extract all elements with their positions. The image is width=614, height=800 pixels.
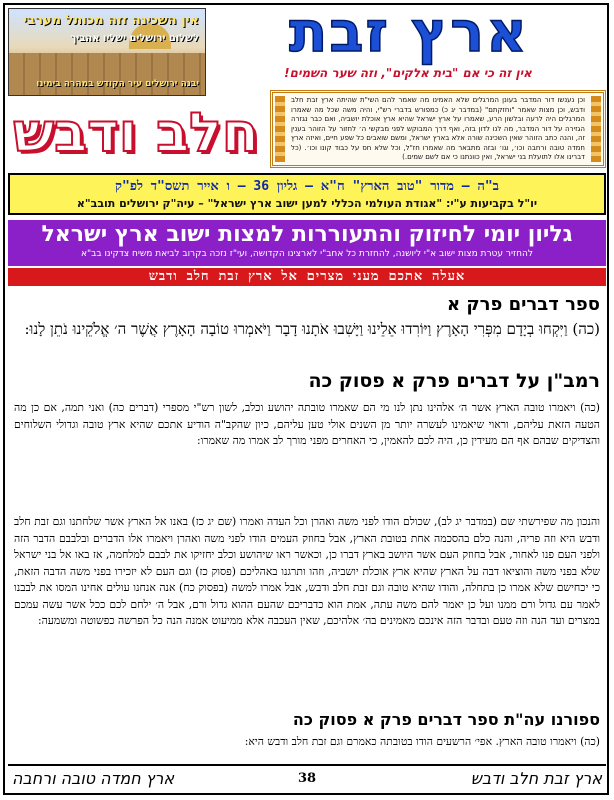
photo-caption-3: יבנה ירושלים עיר הקודש במהרה בימינו <box>36 79 199 89</box>
ramban-paragraph-2: והנכון מה שפירשתי שם (במדבר יג לב), שכולם הודו לפני משה ואהרן וכל העדה ואמרו (שם יג כז) באנו אל הארץ אשר שלחתנו וגם זבת חלב ודבש היא וזה פריה, והנה כלם בהסכמה אחת בטובת הארץ, אבל בחוזק העמים הודו לפני משה ואהרן ויאמרו אלו הדברים ובלבבם הדבר הזה ולפני העם פנו לאחור, אבל בחוזק העם אשר היושב בארץ דברו כן, וכאשר ראו שיהושע וכלב יחזיקו את לבבם למלחמה, אז באו אל בני ישראל שלא בפני משה והוציאו דבה על הארץ שהיא ארץ אוכלת יושביה, וזהו ותרגנו באהליכם (פסוק כז) וגם העם לא יזכירו בפני משה הדבה הזאת, כי יכחישם שלא אמרו כן בתחלה, והודו שהיא טובה וגם זבת חלב ודבש, אבל אמרו למשה (בפסוק כח) אנה אנחנו עולים אחינו המסו את לבבנו לאמר עם גדול ורם ממנו ועל כן יאמר להם משה עתה, אמת הוא כדבריכם שהעם ההוא גדול ורם, אבל ה׳ ילחם לכם ככל אשר עשה עמכם במצרים ועד הנה וזה טעם ובדבר הזה אינכם מאמינים בה׳ אלהיכם, שאין העכבה אלא ממיעוט אמנה הנה כל הפרשה כפשוטה ומשמעה: <box>14 515 600 627</box>
footer-left-text: ארץ חמדה טובה ורחבה <box>12 769 175 788</box>
photo-caption-1: אין השכינה זזה מכותל מערבי <box>23 13 199 28</box>
western-wall-photo <box>8 8 206 96</box>
right-pillar-ornament <box>591 96 601 162</box>
publisher-line: יו"ל בקביעות ע"י: "אגודת העולמי הכללי למען ישוב ארץ ישראל" – עיה"ק ירושלים תובב"א <box>76 197 538 210</box>
section-heading-ramban: רמב"ן על דברים פרק א פסוק כה <box>308 370 600 392</box>
sforno-paragraph: (כה) ויאמרו טובה הארץ. אפי׳ הרשעים הודו בטובתה כאמרם וגם זבת חלב ודבש היא: <box>244 735 600 748</box>
halav-udvash-title: חלב ודבש <box>13 101 259 164</box>
banner-title: גליון יומי לחיזוק והתעוררות למצות ישוב ארץ ישראל <box>41 222 573 247</box>
ramban-paragraph-1: (כה) ויאמרו טובה הארץ אשר ה׳ אלהינו נתן לנו מי הם שאמרו טובתה יהושע וכלב, לשון רש"י מספרי (דברים כה) ואני תמה, אם כן מה הטעה הזאת עליהם, וראוי שיאמינו לעשרה יותר מן השנים אולי טען עליהם, כיון שהקב"ה הודיע אתכם שהיא ארץ טובה וגדולי השלוחים והצדיקים שבהם אף הם מעידין כן, היה לכם להאמין, כי האחרים מפני מורך לב אמרו מה שאמרו: <box>14 401 600 447</box>
banner-subtitle: להחזיר עטרת מצות ישוב א"י ליושנה, להחזרת כל אחב"י לארצינו הקדושה, ועי"ז נזכה בקרוב לביאת משיח צדקינו בב"א <box>81 249 533 259</box>
issue-info-box <box>8 173 606 215</box>
purple-banner <box>8 220 606 266</box>
section-heading-sforno: ספורנו עה"ת ספר דברים פרק א פסוק כה <box>292 710 600 729</box>
quote-box <box>270 90 606 168</box>
torah-verse: (כה) וַיִּקְחוּ בְיָדָם מִפְּרִי הָאָרֶץ וַיּוֹרִדוּ אֵלֵינוּ וַיָּשִׁבוּ אֹתָנוּ דָבָר וַיֹּאמְרוּ טוֹבָה הָאָרֶץ אֲשֶׁר ה׳ אֱלֹקֵינוּ נֹתֵן לָנוּ: <box>24 320 600 338</box>
footer-right-text: ארץ זבת חלב ודבש <box>470 769 602 788</box>
red-strip <box>8 268 606 286</box>
left-pillar-ornament <box>275 96 285 162</box>
issue-line: ב"ה – מדור "טוב הארץ" ח"א – גליון 36 – ו אייר תשס"ד לפ"ק <box>115 179 499 194</box>
photo-caption-2: לשלום ירושלים ישליו אהביך <box>70 33 199 44</box>
section-heading-devarim: ספר דברים פרק א <box>447 294 600 315</box>
page-number: 38 <box>297 771 317 786</box>
page-footer <box>8 764 606 794</box>
red-strip-text: אעלה אתכם מעני מצרים אל ארץ זבת חלב ודבש <box>148 269 466 284</box>
quote-text: וכן נענשו דור המדבר בעונן המרגלים שלא האמינו מה שאמר להם השי"ת שהיתה ארץ זבת חלב ודבש, וכן מצות שאמר "וחזקתם" (במדבר יג כ) כמפורש בדברי רש"י, והיה משה שכל מה שאמרו המרגלים היה לרעה ובלשון הרע, שאמרו על ארץ ישראל שהיא ארץ אוכלת יושביה, ואם כבר נגזרה הגזירה על דור המדבר, מה לנו לדון בזה, ואף דרך המבוקש לפני מבקשי ה׳ לחזור על הזוהר בענין זה, והנה כתב הזוהר שאין השכינה שורה אלא בארץ ישראל, ומשם שואבים כל שפע חיים, ואיזה ארץ חמדה טובה ורחבה וכו׳, וגו׳ ובזה מתבאר מה שאמרו חז"ל, וכל שלא חס על כבוד קונו וכו׳. (כל דברינו אלו לתועלת בני ישראל, ואין כוונתנו כי אם לשם שמים.) <box>291 96 585 161</box>
masthead-title: ארץ זבת <box>289 0 529 65</box>
masthead-subtitle: אין זה כי אם "בית אלקים", וזה שער השמים! <box>284 66 532 80</box>
